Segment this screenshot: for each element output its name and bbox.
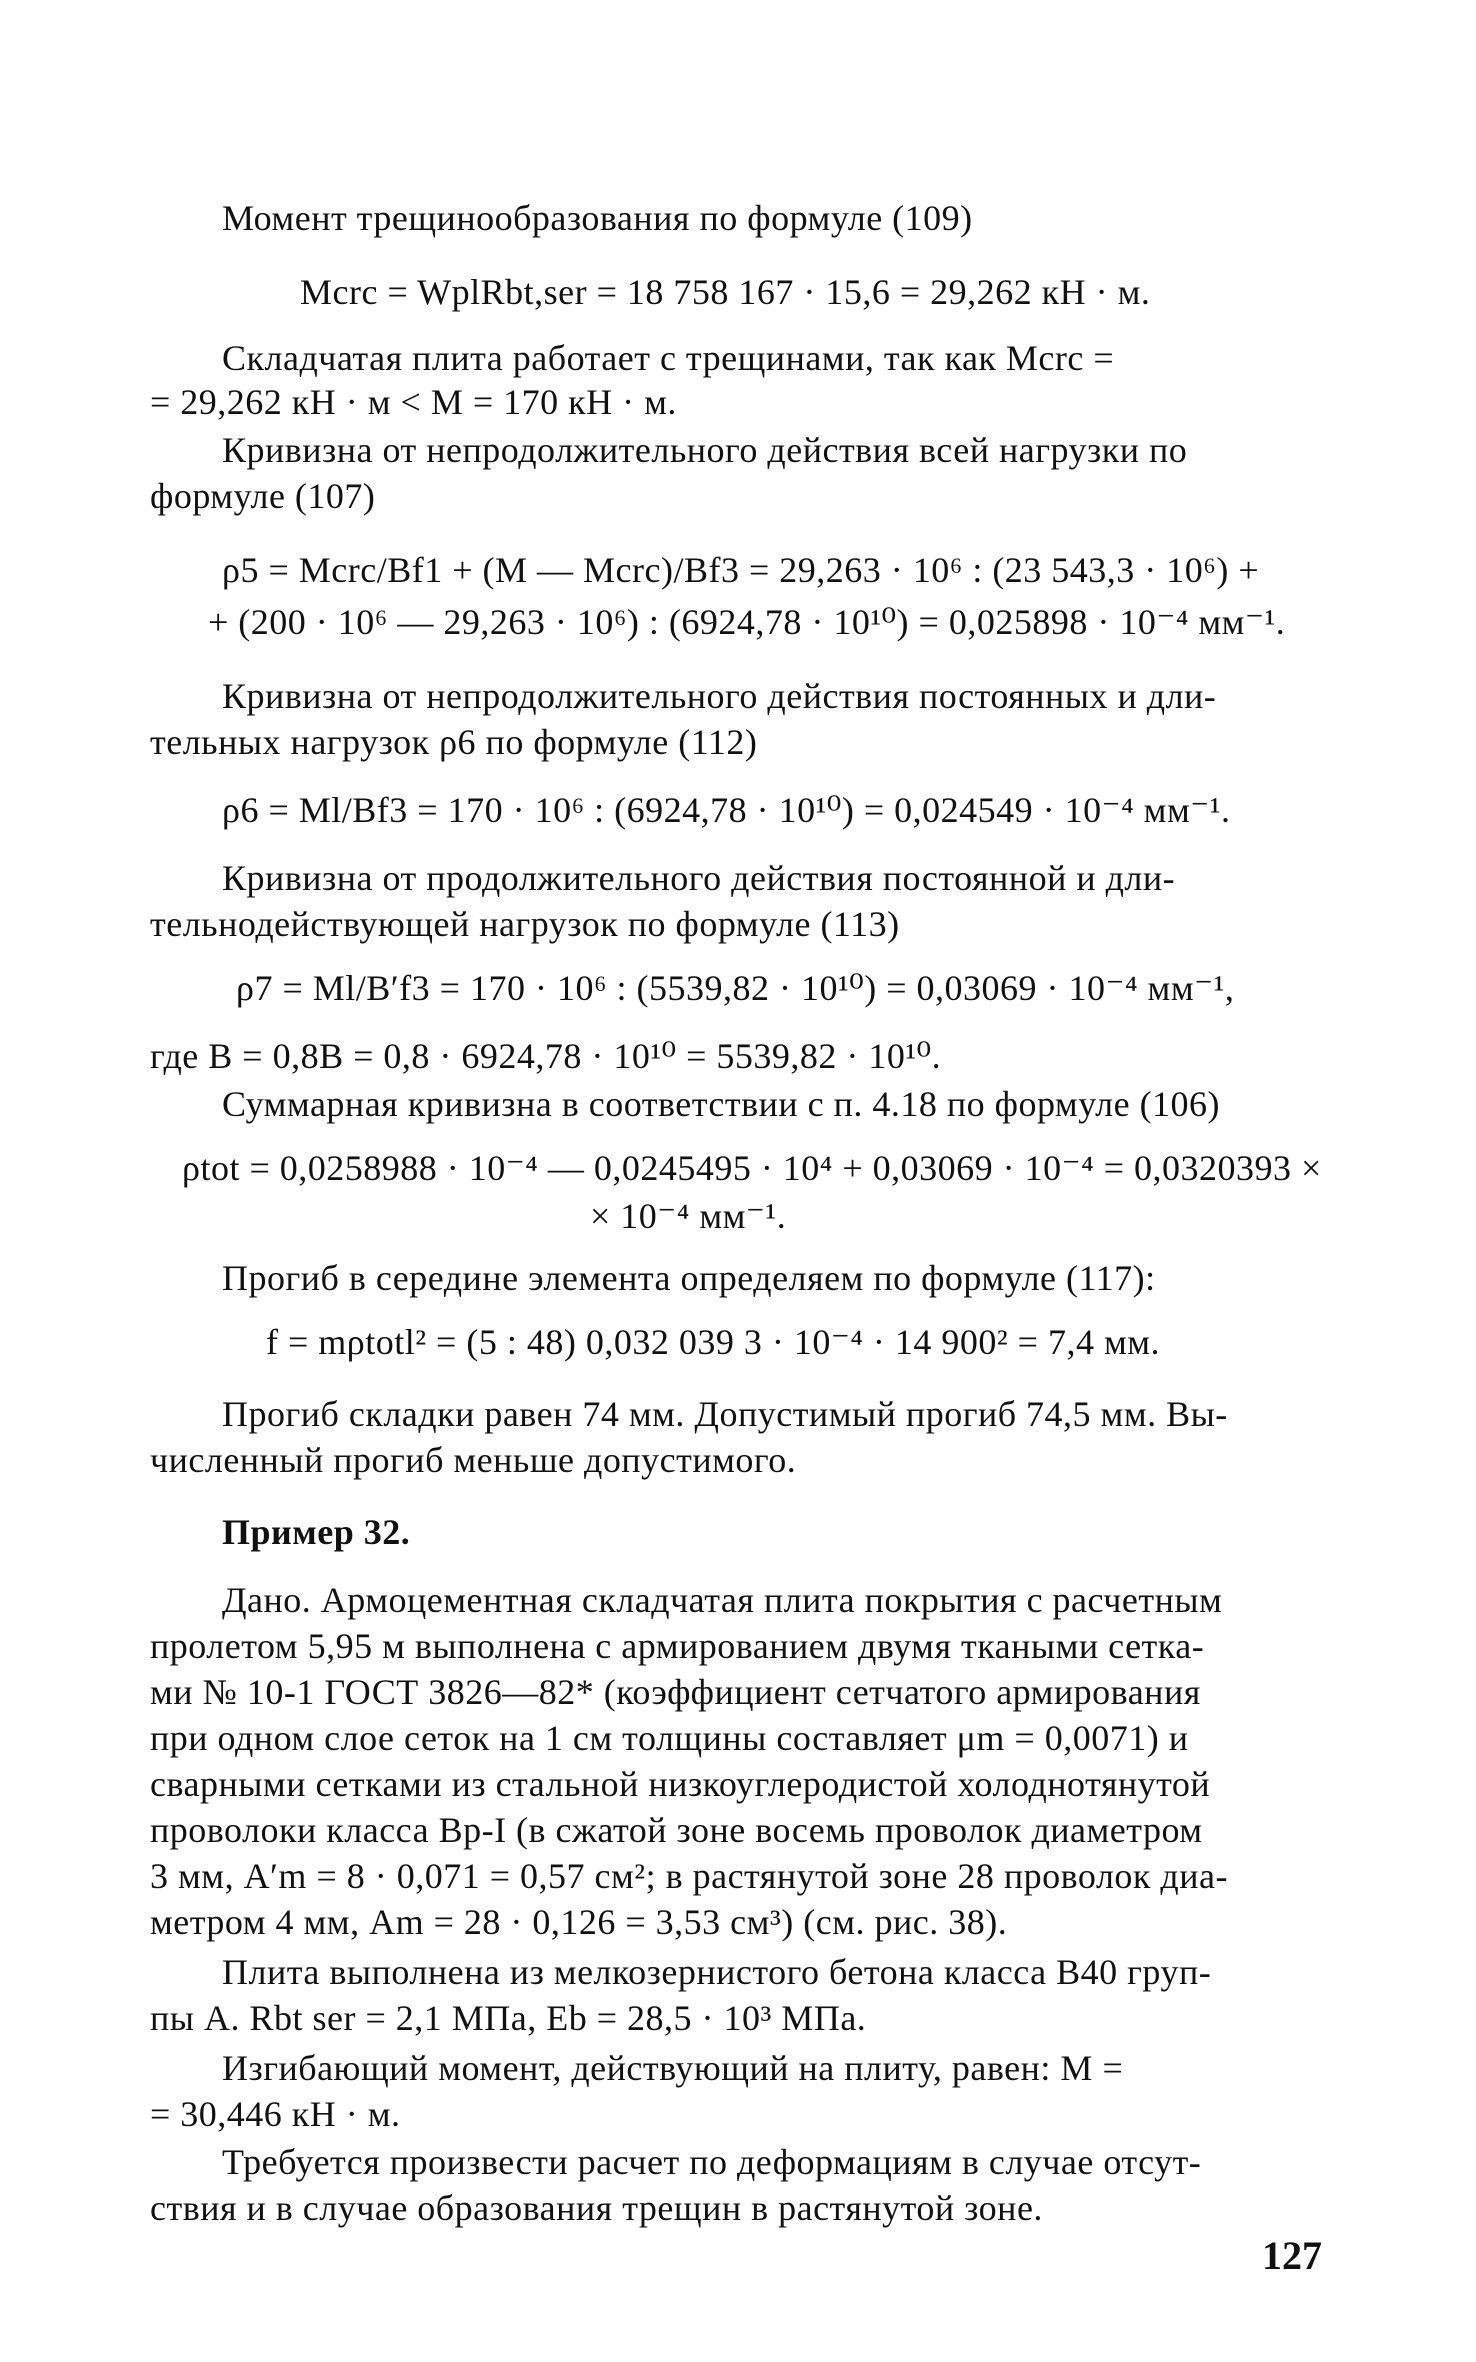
paragraph-line: тельных нагрузок ρ6 по формуле (112) bbox=[150, 722, 758, 762]
paragraph-line: проволоки класса Вр-I (в сжатой зоне восемь проволок диаметром bbox=[150, 1810, 1203, 1850]
paragraph-line: ми № 10-1 ГОСТ 3826—82* (коэффициент сетчатого армирования bbox=[150, 1672, 1201, 1712]
formula-mcrc: Mcrc = WplRbt,ser = 18 758 167 · 15,6 = 29,262 кН · м. bbox=[300, 272, 1151, 312]
paragraph-line: где B = 0,8B = 0,8 · 6924,78 · 10¹⁰ = 5539,82 · 10¹⁰. bbox=[150, 1036, 942, 1076]
paragraph-line: Кривизна от непродолжительного действия постоянных и дли- bbox=[222, 676, 1217, 716]
paragraph-line: Плита выполнена из мелкозернистого бетона класса В40 груп- bbox=[222, 1952, 1212, 1992]
paragraph-line: пы А. Rbt ser = 2,1 МПа, Eb = 28,5 · 10³ МПа. bbox=[150, 1998, 867, 2038]
example-heading: Пример 32. bbox=[222, 1512, 411, 1552]
formula-rho-tot: ρtot = 0,0258988 · 10⁻⁴ — 0,0245495 · 10⁴ + 0,03069 · 10⁻⁴ = 0,0320393 × bbox=[182, 1148, 1322, 1188]
paragraph-line: Кривизна от непродолжительного действия всей нагрузки по bbox=[222, 430, 1188, 470]
formula-deflection: f = mρtotl² = (5 : 48) 0,032 039 3 · 10⁻⁴ · 14 900² = 7,4 мм. bbox=[266, 1322, 1161, 1362]
paragraph-line: при одном слое сеток на 1 см толщины составляет μm = 0,0071) и bbox=[150, 1718, 1189, 1758]
formula-rho6: ρ6 = Ml/Bf3 = 170 · 10⁶ : (6924,78 · 10¹⁰) = 0,024549 · 10⁻⁴ мм⁻¹. bbox=[222, 790, 1231, 830]
paragraph-line: Изгибающий момент, действующий на плиту, равен: M = bbox=[222, 2048, 1124, 2088]
formula-rho-tot-cont: × 10⁻⁴ мм⁻¹. bbox=[590, 1196, 787, 1236]
paragraph-line: сварными сетками из стальной низкоуглеродистой холоднотянутой bbox=[150, 1764, 1211, 1804]
paragraph-line: = 30,446 кН · м. bbox=[150, 2094, 401, 2134]
paragraph-moment-heading: Момент трещинообразования по формуле (109) bbox=[222, 198, 973, 238]
paragraph-line: 3 мм, A′m = 8 · 0,071 = 0,57 см²; в растянутой зоне 28 проволок диа- bbox=[150, 1856, 1228, 1896]
paragraph-line: Дано. Армоцементная складчатая плита покрытия с расчетным bbox=[222, 1580, 1223, 1620]
paragraph-line: Суммарная кривизна в соответствии с п. 4.18 по формуле (106) bbox=[222, 1084, 1221, 1124]
paragraph-line: Прогиб складки равен 74 мм. Допустимый прогиб 74,5 мм. Вы- bbox=[222, 1394, 1228, 1434]
formula-rho5-cont: + (200 · 10⁶ — 29,263 · 10⁶) : (6924,78 · 10¹⁰) = 0,025898 · 10⁻⁴ мм⁻¹. bbox=[208, 602, 1286, 642]
paragraph-line: численный прогиб меньше допустимого. bbox=[150, 1440, 797, 1480]
paragraph-line: Требуется произвести расчет по деформациям в случае отсут- bbox=[222, 2142, 1202, 2182]
paragraph-line: ствия и в случае образования трещин в растянутой зоне. bbox=[150, 2188, 1043, 2228]
paragraph-line: Кривизна от продолжительного действия постоянной и дли- bbox=[222, 858, 1176, 898]
paragraph-line: = 29,262 кН · м < M = 170 кН · м. bbox=[150, 382, 677, 422]
paragraph-line: формуле (107) bbox=[150, 476, 376, 516]
paragraph-line: пролетом 5,95 м выполнена с армированием двумя ткаными сетка- bbox=[150, 1626, 1205, 1666]
paragraph-line: Прогиб в середине элемента определяем по формуле (117): bbox=[222, 1258, 1156, 1298]
formula-rho5: ρ5 = Mcrc/Bf1 + (M — Mcrc)/Bf3 = 29,263 · 10⁶ : (23 543,3 · 10⁶) + bbox=[222, 550, 1260, 590]
page-number: 127 bbox=[1262, 2233, 1322, 2278]
paragraph-line: метром 4 мм, Am = 28 · 0,126 = 3,53 см³) (см. рис. 38). bbox=[150, 1902, 1008, 1942]
paragraph-line: тельнодействующей нагрузок по формуле (113) bbox=[150, 904, 900, 944]
formula-rho7: ρ7 = Ml/B′f3 = 170 · 10⁶ : (5539,82 · 10¹⁰) = 0,03069 · 10⁻⁴ мм⁻¹, bbox=[236, 968, 1235, 1008]
paragraph-line: Складчатая плита работает с трещинами, так как Mcrc = bbox=[222, 338, 1115, 378]
